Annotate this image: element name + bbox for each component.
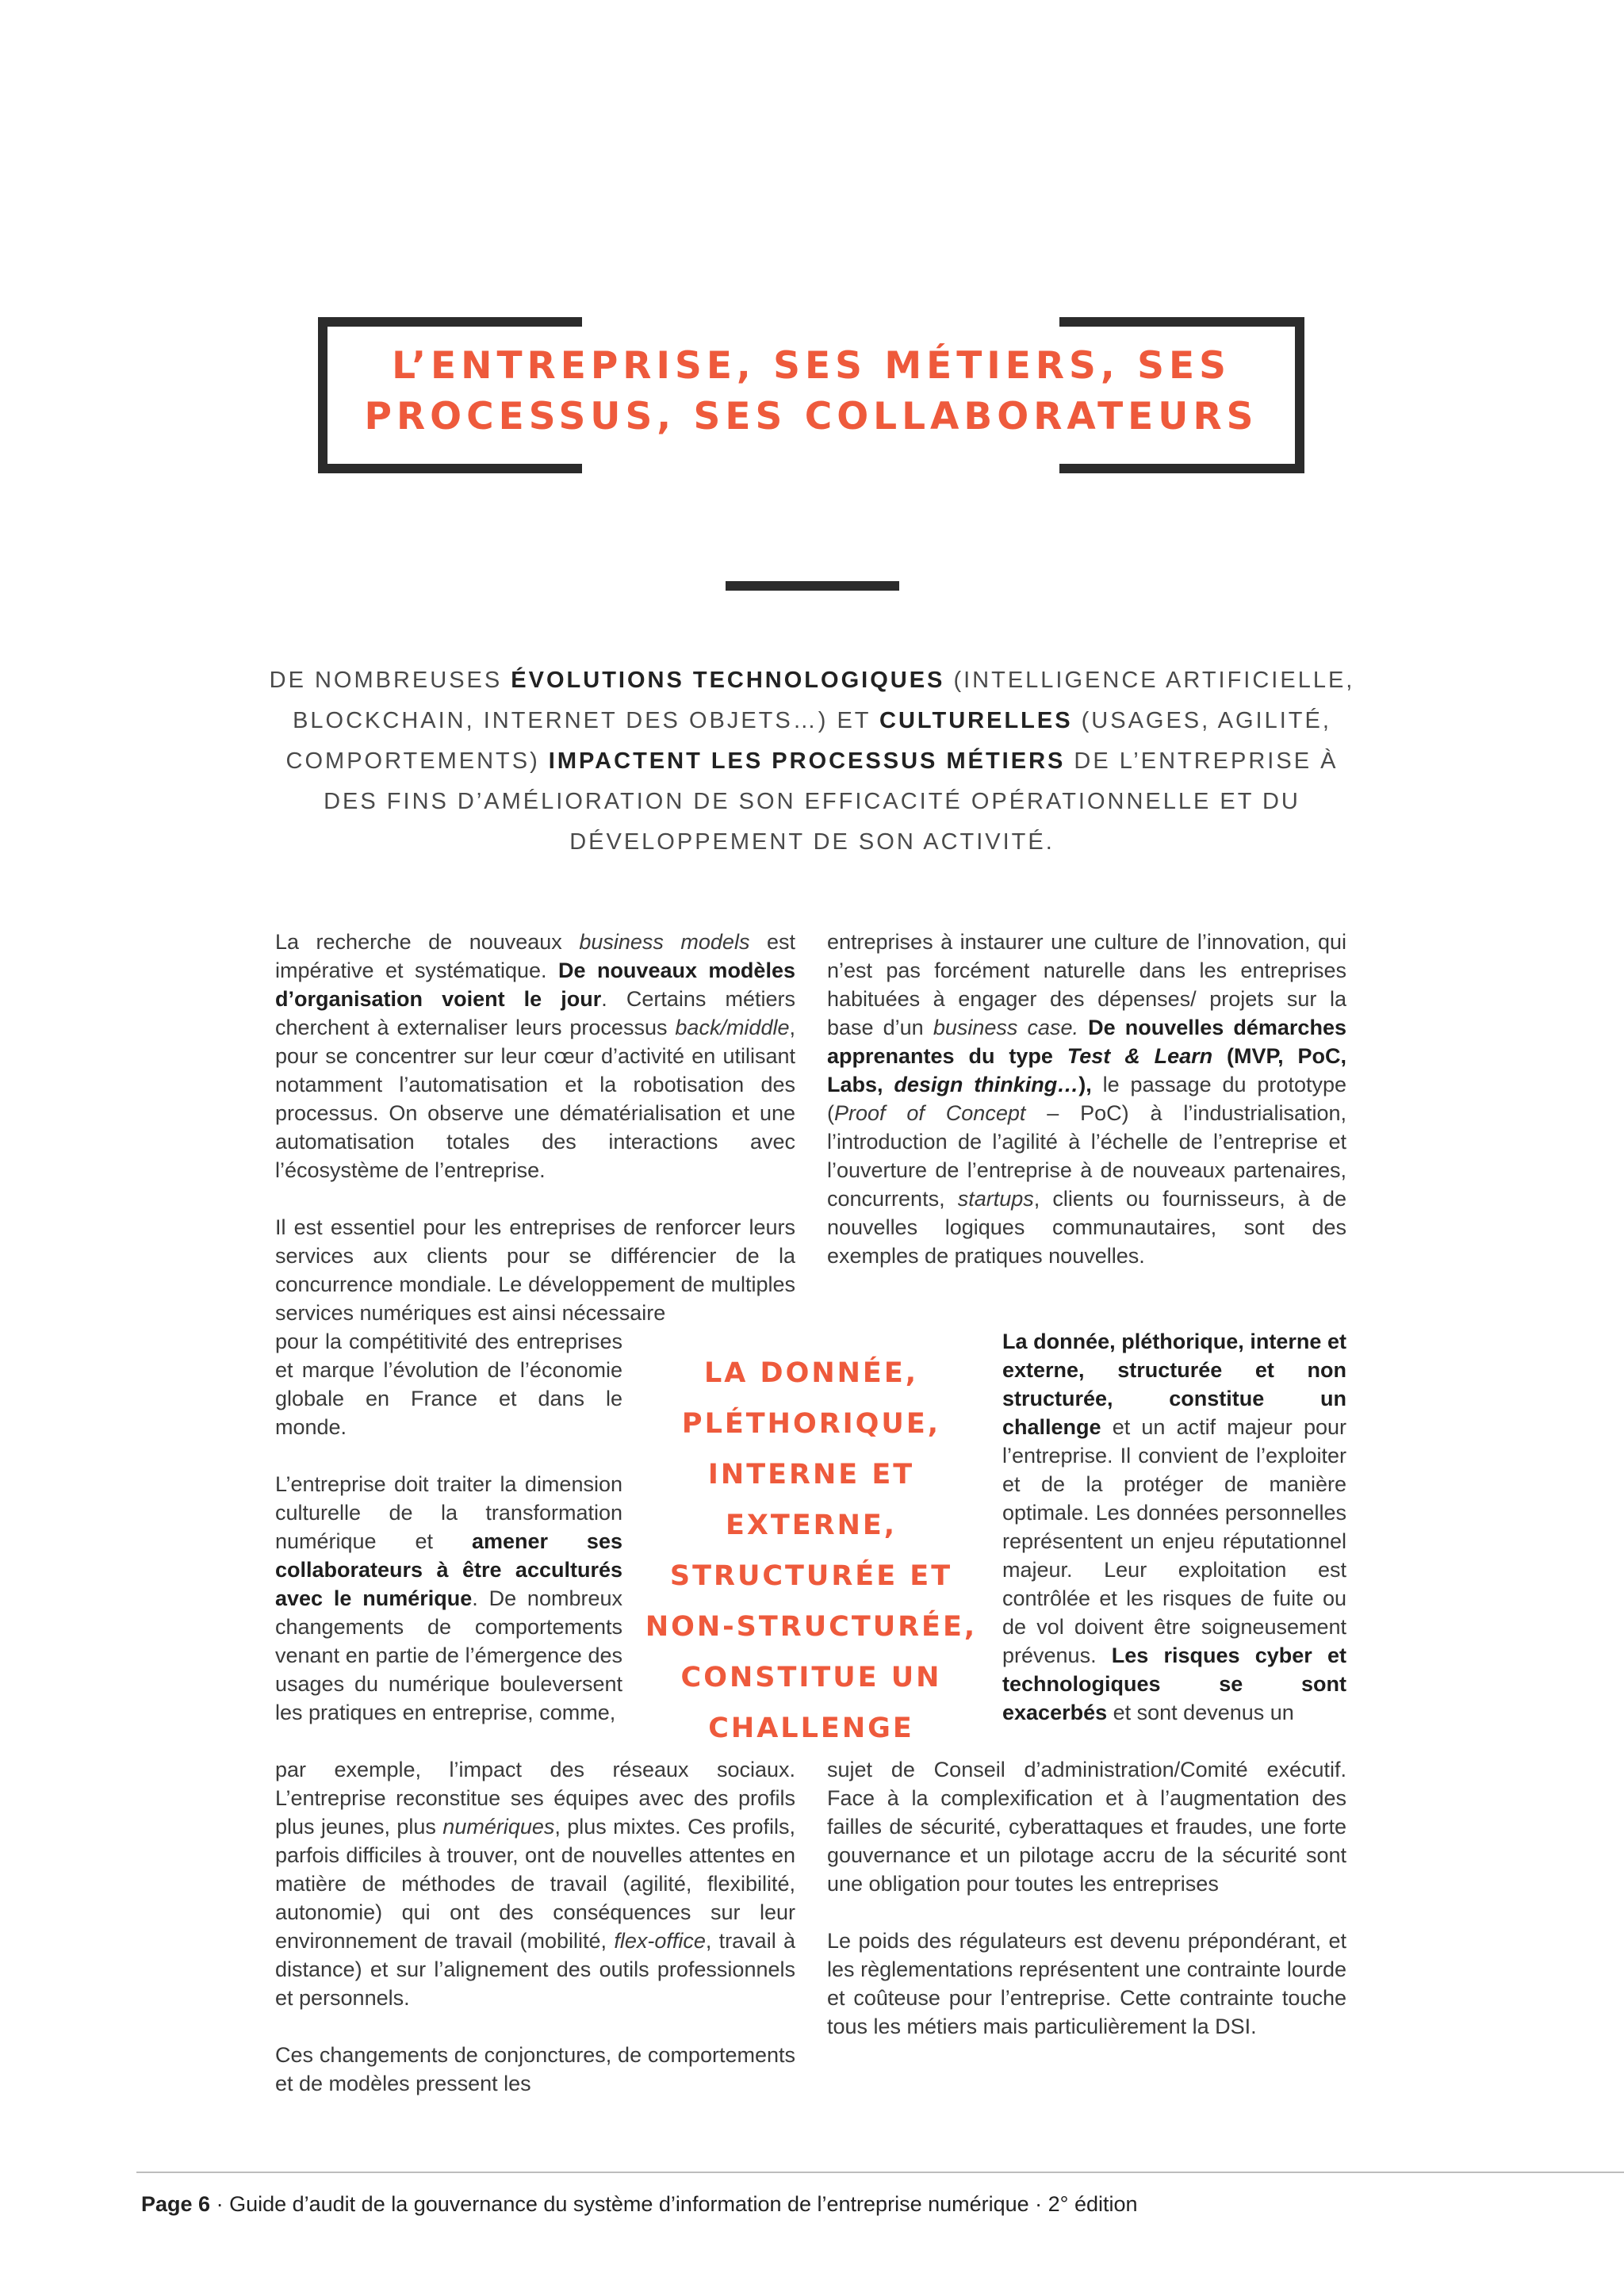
left-paragraph-3-cont [275, 1755, 795, 2012]
text-run: . De nombreux changements de comportements venant en partie de l’émergence des usages du numérique bouleversent les pratiques en entreprise, comme, [275, 1586, 622, 1724]
italic-run: design thinking… [894, 1073, 1079, 1096]
left-paragraph-4: Ces changements de conjonctures, de comportements et de modèles pressent les [275, 2043, 795, 2095]
italic-run: Proof of Concept [834, 1101, 1026, 1125]
right-paragraph-3: Le poids des régulateurs est devenu prépondérant, et les règlementations représentent une contrainte lourde et coûteuse pour l’entreprise. Cette contrainte touche tous les métiers mais particulièrement la DSI. [827, 1929, 1346, 2038]
page-number: Page 6 [141, 2192, 211, 2216]
title-rule [726, 581, 899, 591]
left-paragraph-2: Il est essentiel pour les entreprises de renforcer leurs services aux clients pour se différencier de la concurrence mondiale. Le développement de multiples services numériques est ainsi nécessaire [275, 1215, 795, 1325]
left-paragraph-3 [275, 1470, 622, 1727]
text-run: , travail à distance) et sur l’alignement des outils professionnels et personnels. [275, 1929, 796, 2010]
italic-run: business case. [933, 1016, 1079, 1039]
left-paragraph-2-cont: pour la compétitivité des entreprises et marque l’évolution de l’économie globale en France et dans le monde. [275, 1330, 622, 1439]
lede-bold-2: CULTURELLES [879, 708, 1073, 733]
right-paragraph-2 [1002, 1327, 1346, 1727]
lede-text-2: (INTELLIGENCE ARTIFICIELLE, BLOCKCHAIN, INTERNET DES OBJETS…) ET [293, 668, 1355, 733]
text-run: L’entreprise doit traiter la dimension culturelle de la transformation numérique et [275, 1472, 622, 1553]
title-frame-top-gap [582, 317, 1059, 327]
italic-run: Test & Learn [1067, 1044, 1213, 1068]
text-run [1078, 1016, 1088, 1039]
text-run: le passage du prototype ( [827, 1073, 1346, 1125]
left-paragraph-1 [275, 928, 795, 1184]
left-column-lower [275, 1755, 795, 2098]
text-run: et sont devenus un [1107, 1701, 1294, 1724]
bold-run: De nouveaux modèles d’organisation voient le jour [275, 959, 795, 1011]
lede-text-4: DE L’ENTREPRISE À DES FINS D’AMÉLIORATION DE SON EFFICACITÉ OPÉRATIONNELLE ET DU DÉVELOPPEMENT DE SON ACTIVITÉ. [324, 748, 1339, 855]
text-run: , plus mixtes. Ces profils, parfois difficiles à trouver, ont de nouvelles attentes en matière de méthodes de travail (agilité, flexibilité, autonomie) qui ont des conséquences sur leur environnement de travail (mobilité, [275, 1815, 795, 1953]
text-run: , clients ou fournisseurs, à de nouvelles logiques communautaires, sont des exemples de pratiques nouvelles. [827, 1187, 1346, 1268]
italic-run: back/middle [675, 1016, 790, 1039]
lede-bold-1: ÉVOLUTIONS TECHNOLOGIQUES [511, 668, 945, 693]
text-run: – PoC) à l’industrialisation, l’introduction de l’agilité à l’échelle de l’entreprise et l’ouverture de l’entreprise à de nouveaux partenaires, concurrents, [827, 1101, 1346, 1211]
lede-paragraph [262, 660, 1362, 863]
right-column-narrow [1002, 1327, 1346, 1727]
right-column-upper [827, 928, 1346, 1270]
left-column-upper [275, 928, 795, 1327]
footer-title: Guide d’audit de la gouvernance du système d’information de l’entreprise numérique · 2° édition [229, 2192, 1138, 2216]
right-column-lower [827, 1755, 1346, 2041]
right-paragraph-1 [827, 928, 1346, 1270]
text-run: , pour se concentrer sur leur cœur d’activité en utilisant notamment l’automatisation et la robotisation des processus. On observe une dématérialisation et une automatisation totales des interactions avec l’écosystème de l’entreprise. [275, 1016, 795, 1182]
section-title-line-2: PROCESSUS, SES COLLABORATEURS [364, 395, 1258, 438]
right-paragraph-2-cont: sujet de Conseil d’administration/Comité exécutif. Face à la complexification et à l’augmentation des failles de sécurité, cyberattaques et fraudes, une forte gouvernance et un pilotage accru de la sécurité sont une obligation pour toutes les entreprises [827, 1758, 1346, 1896]
italic-run: flex-office [614, 1929, 706, 1953]
italic-run: startups [957, 1187, 1034, 1211]
italic-run: numériques [442, 1815, 555, 1839]
lede-text-1: DE NOMBREUSES [269, 668, 511, 693]
italic-run: business models [579, 930, 750, 954]
footer-rule [136, 2172, 1624, 2173]
text-run: (MVP, PoC, Labs, [827, 1044, 1346, 1096]
section-title-line-1: L’ENTREPRISE, SES MÉTIERS, SES [392, 344, 1231, 388]
section-title [318, 341, 1304, 442]
text-run: et un actif majeur pour l’entreprise. Il convient de l’exploiter et de la protéger de manière optimale. Les données personnelles représentent un enjeu réputationnel majeur. Leur exploitation est contrôlée et les risques de fuite ou de vol doivent être soigneusement prévenus. [1002, 1415, 1346, 1667]
bold-run: Les risques cyber et technologiques se sont exacerbés [1002, 1644, 1346, 1724]
left-column-narrow [275, 1327, 622, 1727]
pull-quote: LA DONNÉE, PLÉTHORIQUE, INTERNE ET EXTERNE, STRUCTURÉE ET NON-STRUCTURÉE, CONSTITUE UN CHALLENGE [645, 1357, 978, 1744]
page-footer [141, 2192, 1138, 2217]
text-run: . Certains métiers cherchent à externaliser leurs processus [275, 987, 795, 1039]
bold-run: amener ses collaborateurs à être acculturés avec le numérique [275, 1529, 622, 1610]
text-run: entreprises à instaurer une culture de l’innovation, qui n’est pas forcément naturelle dans les entreprises habituées à engager des dépenses/ projets sur la base d’un [827, 930, 1346, 1039]
bold-run: La donnée, pléthorique, interne et externe, structurée et non structurée, constitue un challenge [1002, 1330, 1346, 1439]
text-run: De nouvelles démarches apprenantes du type [827, 1016, 1346, 1068]
text-run: La recherche de nouveaux [275, 930, 580, 954]
lede-text-3: (USAGES, AGILITÉ, COMPORTEMENTS) [285, 708, 1331, 774]
text-run: est impérative et systématique. [275, 930, 795, 982]
title-frame-bottom-gap [582, 464, 1059, 473]
footer-separator: · [210, 2192, 230, 2216]
lede-bold-3: IMPACTENT LES PROCESSUS MÉTIERS [548, 748, 1066, 774]
text-run: par exemple, l’impact des réseaux sociaux. L’entreprise reconstitue ses équipes avec des profils plus jeunes, plus [275, 1758, 795, 1839]
text-run: ), [1078, 1073, 1092, 1096]
